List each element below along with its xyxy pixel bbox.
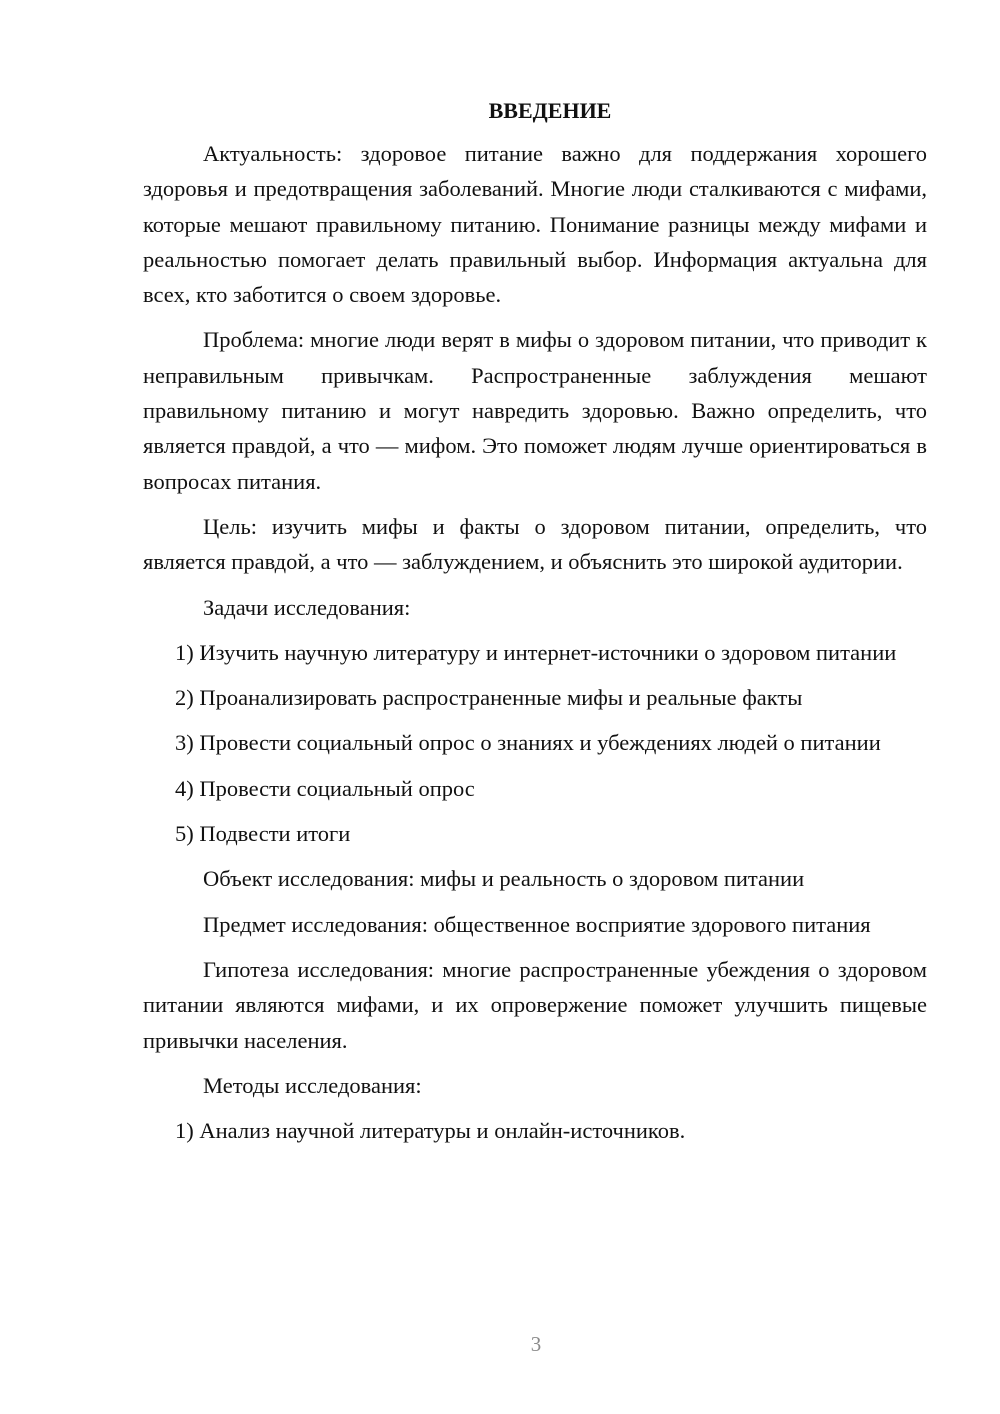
relevance-paragraph: Актуальность: здоровое питание важно для поддержания хорошего здоровья и предотвращения заболеваний. Многие люди сталкиваются с мифами, которые мешают правильному питанию. Понимание разницы между мифами и реальностью помогает делать правильный выбор. Информация актуальна для всех, кто заботится о своем здоровье. bbox=[143, 141, 927, 308]
page-title: ВВЕДЕНИЕ bbox=[488, 98, 612, 123]
method-item-1: 1) Анализ научной литературы и онлайн-источников. bbox=[175, 1118, 686, 1144]
methods-heading: Методы исследования: bbox=[203, 1072, 422, 1098]
hypothesis-paragraph: Гипотеза исследования: многие распространенные убеждения о здоровом питании являются мифами, и их опровержение поможет улучшить пищевые привычки населения. bbox=[143, 956, 927, 1053]
object-paragraph: Объект исследования: мифы и реальность о здоровом питании bbox=[203, 866, 805, 892]
task-item-4: 4) Провести социальный опрос bbox=[175, 775, 475, 801]
subject-paragraph: Предмет исследования: общественное восприятие здорового питания bbox=[203, 911, 871, 937]
page-number: 3 bbox=[530, 1332, 542, 1356]
task-item-5: 5) Подвести итоги bbox=[175, 821, 351, 847]
task-item-1: 1) Изучить научную литературу и интернет-источники о здоровом питании bbox=[175, 639, 897, 665]
task-item-3: 3) Провести социальный опрос о знаниях и убеждениях людей о питании bbox=[175, 730, 881, 756]
goal-paragraph: Цель: изучить мифы и факты о здоровом питании, определить, что является правдой, а что — заблуждением, и объяснить это широкой аудитории. bbox=[143, 513, 927, 575]
task-item-2: 2) Проанализировать распространенные мифы и реальные факты bbox=[175, 685, 803, 711]
page-content bbox=[143, 96, 927, 1158]
tasks-heading: Задачи исследования: bbox=[203, 594, 411, 620]
problem-paragraph: Проблема: многие люди верят в мифы о здоровом питании, что приводит к неправильным привычкам. Распространенные заблуждения мешают правильному питанию и могут навредить здоровью. Важно определить, что является правдой, а что — мифом. Это поможет людям лучше ориентироваться в вопросах питания. bbox=[143, 327, 927, 494]
